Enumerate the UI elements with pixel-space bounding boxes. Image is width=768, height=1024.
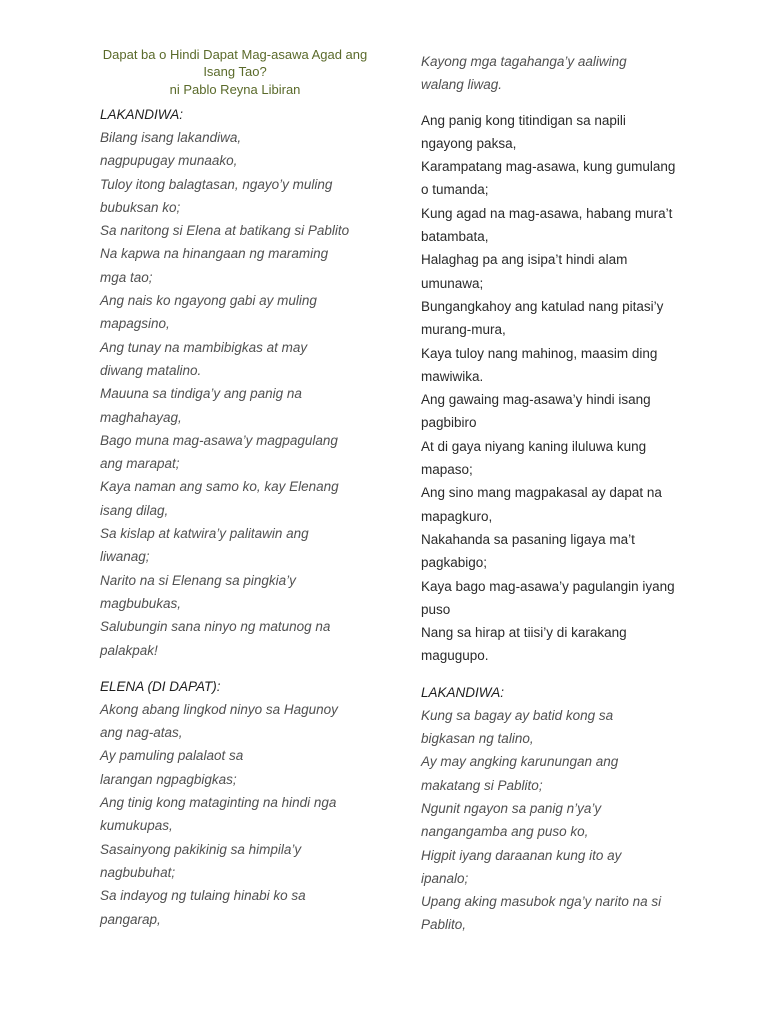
poem-line: Tuloy itong balagtasan, ngayo’y muling [100, 176, 333, 192]
poem-line: batambata, [421, 229, 489, 245]
poem-line: Higpit iyang daraanan kung ito ay [421, 847, 622, 863]
poem-line: Ang sino mang magpakasal ay dapat na [421, 485, 662, 501]
poem-line: mga tao; [100, 269, 153, 285]
poem-line: Pablito, [421, 917, 467, 933]
stanza-elena-argument [421, 109, 711, 668]
stanza-lakandiwa-opening [100, 126, 370, 662]
poem-line: Ngunit ngayon sa panig n’ya’y [421, 800, 602, 816]
speaker-label: LAKANDIWA: [421, 684, 505, 700]
poem-line: kumukupas, [100, 818, 173, 834]
poem-line: Salubungin sana ninyo ng matunog na [100, 619, 331, 635]
poem-line: maghahayag, [100, 409, 182, 425]
stanza-elena-opening [100, 698, 370, 931]
poem-line: o tumanda; [421, 182, 489, 198]
poem-line: Ang gawaing mag-asawa’y hindi isang [421, 392, 651, 408]
poem-line: Sasainyong pakikinig sa himpila’y [100, 841, 302, 857]
poem-author: ni Pablo Reyna Libiran [169, 82, 301, 97]
poem-line: Kung agad na mag-asawa, habang mura’t [421, 205, 673, 221]
poem-line: umunawa; [421, 275, 484, 291]
stanza-lakandiwa-intro [421, 704, 711, 937]
speaker-label: ELENA (DI DAPAT): [100, 678, 221, 694]
title-block [100, 46, 370, 99]
poem-line: pagkabigo; [421, 555, 488, 571]
poem-line: pangarap, [100, 911, 161, 927]
poem-line: Bungangkahoy ang katulad nang pitasi’y [421, 298, 664, 314]
poem-line: Ang panig kong titindigan sa napili [421, 112, 626, 128]
poem-line: mapaso; [421, 462, 473, 478]
poem-line: larangan ngpagbigkas; [100, 771, 237, 787]
poem-line: Halaghag pa ang isipa’t hindi alam [421, 252, 628, 268]
poem-line: pagbibiro [421, 415, 477, 431]
poem-line: Mauuna sa tindiga’y ang panig na [100, 386, 302, 402]
left-column [100, 46, 370, 931]
poem-line: Ay pamuling palalaot sa [100, 748, 244, 764]
poem-line: ang marapat; [100, 456, 180, 472]
poem-line: ngayong paksa, [421, 135, 517, 151]
poem-line: ipanalo; [421, 870, 469, 886]
poem-line: ang nag-atas, [100, 725, 183, 741]
poem-line: Kaya naman ang samo ko, kay Elenang [100, 479, 339, 495]
poem-line: Na kapwa na hinangaan ng maraming [100, 246, 329, 262]
poem-line: diwang matalino. [100, 362, 202, 378]
speaker-label: LAKANDIWA: [100, 107, 184, 122]
poem-line: Bago muna mag-asawa’y magpagulang [100, 432, 338, 448]
poem-line: palakpak! [100, 642, 158, 658]
poem-line: Sa kislap at katwira’y palitawin ang [100, 526, 309, 542]
poem-line: Nang sa hirap at tiisi’y di karakang [421, 625, 627, 641]
poem-line: isang dilag, [100, 502, 169, 518]
poem-line: Karampatang mag-asawa, kung gumulang [421, 159, 676, 175]
poem-line: Kayong mga tagahanga’y aaliwing [421, 54, 627, 69]
poem-line: Ang nais ko ngayong gabi ay muling [100, 293, 317, 309]
poem-line: nagpupugay munaako, [100, 153, 238, 169]
poem-line: nagbubuhat; [100, 864, 176, 880]
poem-line: Narito na si Elenang sa pingkia’y [100, 572, 296, 588]
stanza-elena-continued [421, 50, 711, 97]
poem-line: Sa naritong si Elena at batikang si Pablito [100, 223, 350, 239]
poem-line: At di gaya niyang kaning iluluwa kung [421, 438, 647, 454]
poem-line: puso [421, 601, 451, 617]
poem-line: walang liwag. [421, 77, 503, 93]
poem-line: bubuksan ko; [100, 199, 181, 215]
poem-line: nangangamba ang puso ko, [421, 824, 589, 840]
poem-line: magugupo. [421, 648, 489, 664]
poem-line: mapagkuro, [421, 508, 493, 524]
poem-line: Upang aking masubok nga’y narito na si [421, 894, 662, 910]
poem-line: Kaya bago mag-asawa’y pagulangin iyang [421, 578, 675, 594]
poem-line: Ang tinig kong mataginting na hindi nga [100, 795, 337, 811]
poem-title: Dapat ba o Hindi Dapat Mag-asawa Agad ang Isang Tao? [102, 47, 368, 79]
poem-line: makatang si Pablito; [421, 777, 543, 793]
poem-line: Sa indayog ng tulaing hinabi ko sa [100, 888, 306, 904]
poem-line: mapagsino, [100, 316, 170, 332]
right-column [421, 50, 711, 937]
poem-line: Kung sa bagay ay batid kong sa [421, 707, 614, 723]
poem-line: Ay may angking karunungan ang [421, 754, 619, 770]
poem-line: Ang tunay na mambibigkas at may [100, 339, 308, 355]
poem-line: liwanag; [100, 549, 150, 565]
poem-line: Bilang isang lakandiwa, [100, 130, 242, 145]
poem-line: Nakahanda sa pasaning ligaya ma’t [421, 531, 635, 547]
poem-line: murang-mura, [421, 322, 506, 338]
poem-line: magbubukas, [100, 595, 182, 611]
poem-line: mawiwika. [421, 368, 484, 384]
poem-line: Akong abang lingkod ninyo sa Hagunoy [100, 701, 338, 717]
poem-line: bigkasan ng talino, [421, 731, 534, 747]
poem-line: Kaya tuloy nang mahinog, maasim ding [421, 345, 658, 361]
